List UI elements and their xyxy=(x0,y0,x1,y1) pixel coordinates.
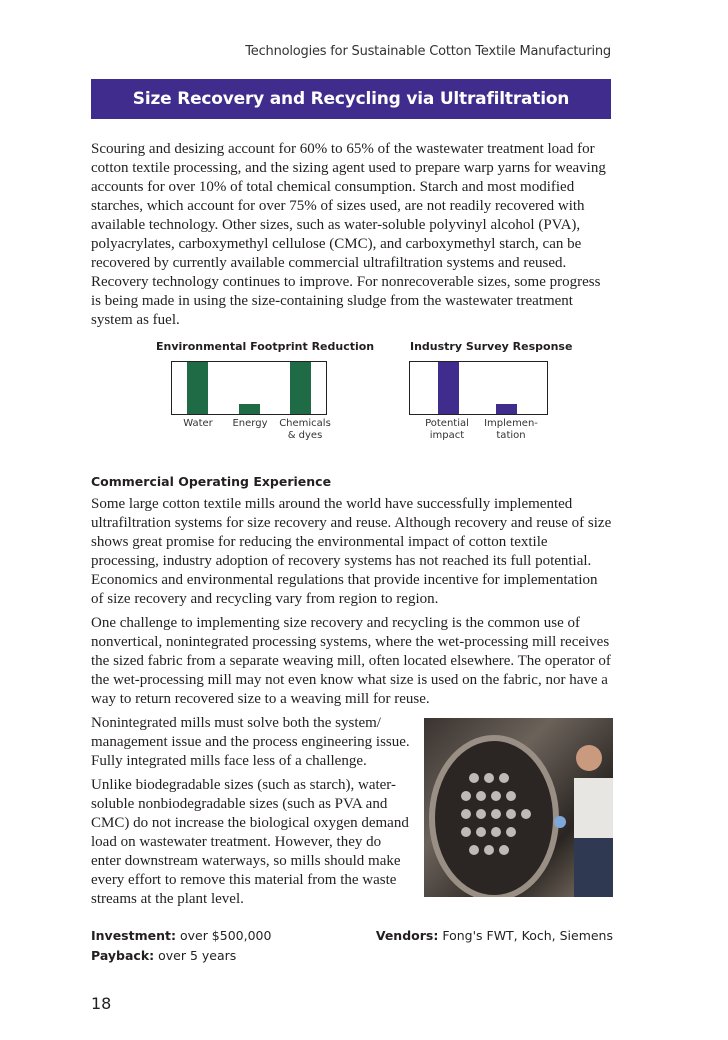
bar-energy xyxy=(239,404,260,414)
paragraph: Some large cotton textile mills around the world have successfully implemented ultrafiltration systems for size recovery and reuse. Although recovery and reuse of size shows great promise for reducing the environmental impact of cotton textile processing, industry adoption of recovery systems has not reached its full potential. Economics and environmental regulations that provide incentive for implementation of size recovery and recycling vary from region to region. xyxy=(91,496,612,607)
investment-value: over $500,000 xyxy=(179,928,272,943)
chart-survey xyxy=(409,361,548,415)
tick-label: Water xyxy=(183,418,213,429)
paragraph: Unlike biodegradable sizes (such as starch), water-soluble nonbiodegradable sizes (such as PVA and CMC) do not increase the biological oxygen demand load on wastewater treatment. However, they do enter downstream waterways, so mills should make every effort to remove this material from the waste streams at the plant level. xyxy=(91,777,409,907)
tick-label: Implemen- tation xyxy=(484,418,538,441)
chart-title-footprint: Environmental Footprint Reduction xyxy=(156,340,375,353)
bar-implemen-tation xyxy=(496,404,517,414)
main-column xyxy=(91,140,613,1013)
footer-row-1 xyxy=(91,928,613,948)
investment-label: Investment: xyxy=(91,928,176,943)
payback-label: Payback: xyxy=(91,948,155,963)
paragraph: Nonintegrated mills must solve both the system/ management issue and the process engineering issue. Fully integrated mills face less of a challenge. xyxy=(91,715,410,769)
ultrafiltration-equipment-photo xyxy=(424,718,613,897)
bar-water xyxy=(187,362,208,414)
bar-potential-impact xyxy=(438,362,459,414)
chart-title-survey: Industry Survey Response xyxy=(410,340,573,353)
tick-label: Energy xyxy=(232,418,268,429)
bar-chemicals-dyes xyxy=(290,362,311,414)
vendors xyxy=(376,928,613,943)
chart-footprint xyxy=(171,361,327,415)
investment xyxy=(91,928,271,943)
footer-row-2 xyxy=(91,948,613,968)
section-banner: Size Recovery and Recycling via Ultrafiltration xyxy=(91,79,611,119)
tick-label: Chemicals & dyes xyxy=(279,418,331,441)
charts-area xyxy=(91,340,613,468)
vendors-value: Fong's FWT, Koch, Siemens xyxy=(442,928,613,943)
page-number: 18 xyxy=(91,994,112,1013)
tick-label: Potential impact xyxy=(425,418,469,441)
section-heading: Commercial Operating Experience xyxy=(91,474,332,489)
intro-paragraph: Scouring and desizing account for 60% to 65% of the wastewater treatment load for cotton textile processing, and the sizing agent used to prepare warp yarns for weaving accounts for over 10% of total chemical consumption. Starch and most modified starches, which account for over 75% of sizes used, are not readily recovered with available technology. Other sizes, such as water-soluble polyvinyl alcohol (PVA), polyacrylates, carboxymethyl cellulose (CMC), and carboxymethyl starch, can be recovered by currently available commercial ultrafiltration systems and reused. Recovery technology continues to improve. For nonrecoverable sizes, some progress is being made in using the size-containing sludge from the wastewater treatment system as fuel. xyxy=(91,141,606,328)
paragraph: One challenge to implementing size recovery and recycling is the common use of nonvertical, nonintegrated processing systems, where the wet-processing mill receives the sized fabric from a separate weaving mill, often located elsewhere. The operator of the wet-processing mill may not even know what size is used on the fabric, nor have a way to return recovered size to a weaving mill for reuse. xyxy=(91,615,611,707)
payback xyxy=(91,948,236,963)
running-header: Technologies for Sustainable Cotton Textile Manufacturing xyxy=(245,44,611,59)
payback-value: over 5 years xyxy=(158,948,237,963)
vendors-label: Vendors: xyxy=(375,928,439,943)
